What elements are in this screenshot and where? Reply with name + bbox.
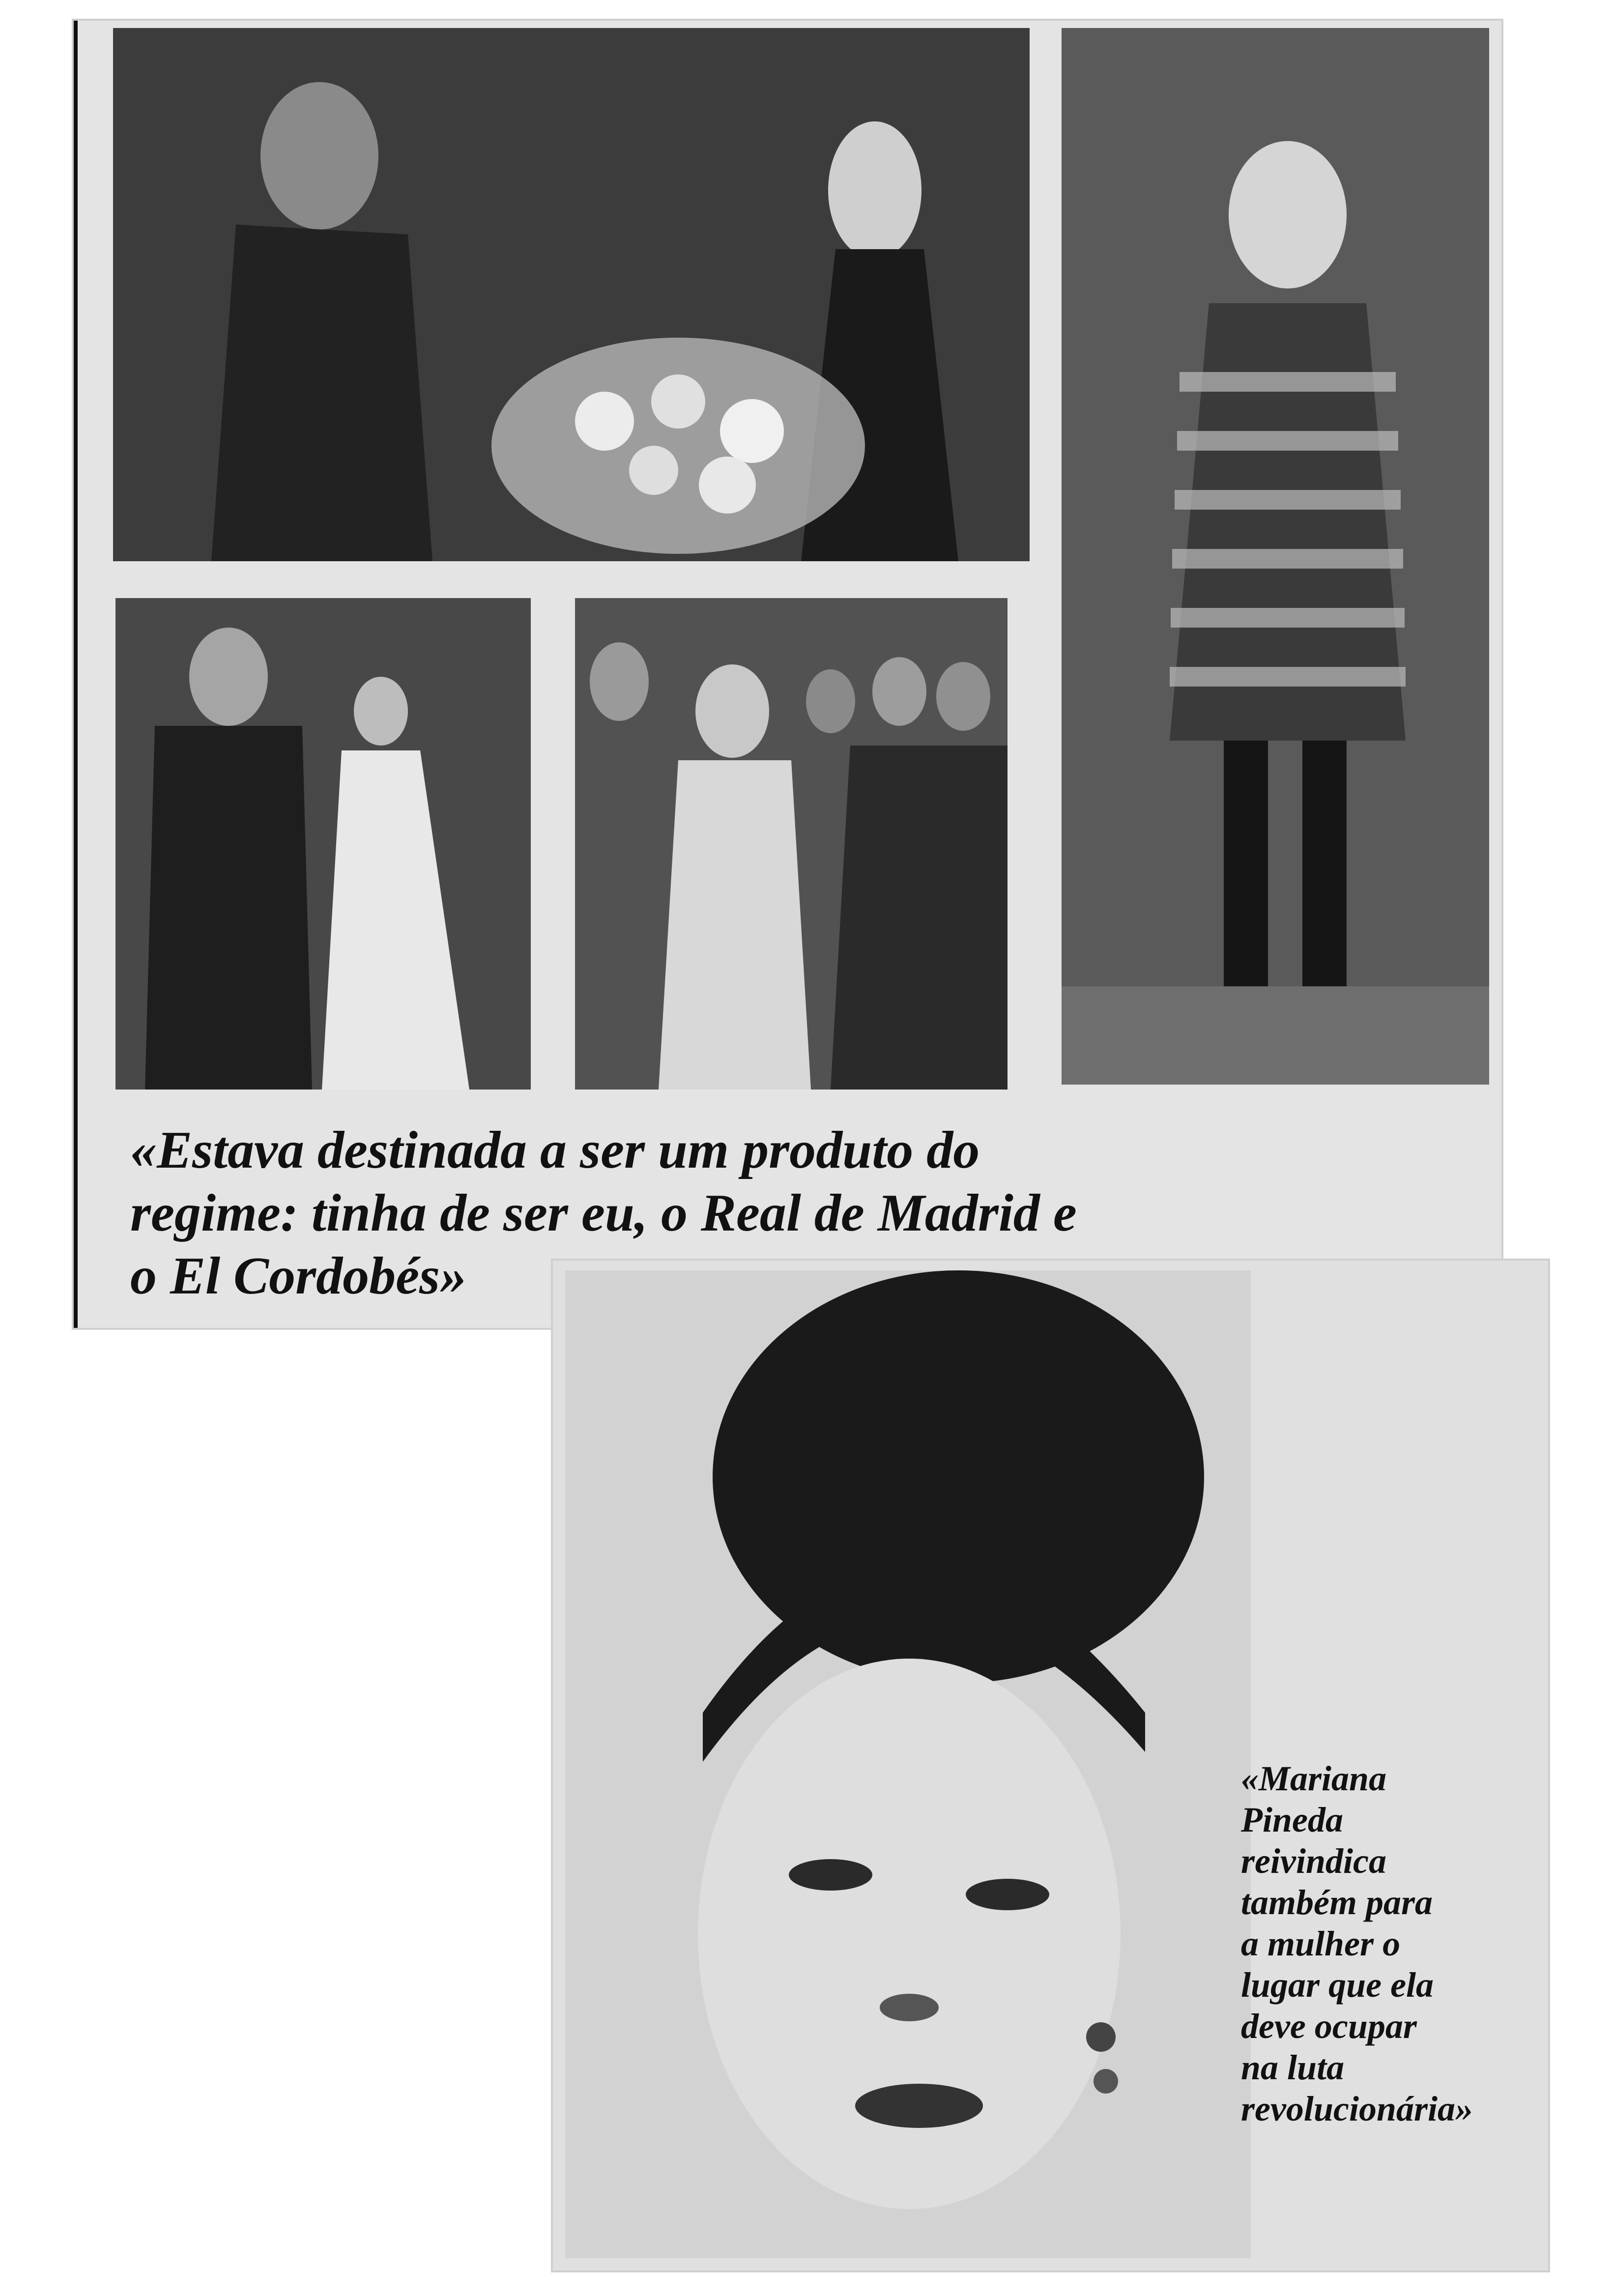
caption-top-line: regime: tinha de ser eu, o Real de Madrid e (130, 1184, 1077, 1242)
caption-top-line: «Estava destinada a ser um produto do (130, 1121, 980, 1179)
caption-top-line: o El Cordobés» (130, 1247, 467, 1305)
caption-bottom-line: também para (1241, 1883, 1433, 1922)
newspaper-clipping-bottom (553, 1261, 1548, 2270)
photo-portrait-woman-image (565, 1270, 1251, 2258)
caption-bottom-line: revolucionária» (1241, 2089, 1473, 2128)
clipping-left-edge (74, 21, 78, 1328)
pull-quote-caption-bottom (1241, 1758, 1541, 2129)
photo-woman-in-striped-dress-image (1062, 28, 1489, 1085)
photo-woman-in-striped-dress (1062, 28, 1489, 1085)
photo-man-and-girl (115, 598, 531, 1090)
photo-woman-with-flowers-image (113, 28, 1030, 561)
caption-bottom-line: Pineda (1241, 1800, 1343, 1839)
caption-bottom-line: a mulher o (1241, 1924, 1401, 1963)
photo-woman-among-crowd (575, 598, 1008, 1090)
photo-woman-among-crowd-image (575, 598, 1008, 1090)
caption-bottom-line: reivindica (1241, 1841, 1386, 1881)
photo-woman-with-flowers (113, 28, 1030, 561)
caption-bottom-line: lugar que ela (1241, 1965, 1434, 2005)
caption-bottom-line: «Mariana (1241, 1759, 1387, 1798)
newspaper-clipping-top (74, 21, 1501, 1328)
photo-portrait-woman (565, 1270, 1251, 2258)
caption-bottom-line: na luta (1241, 2048, 1345, 2087)
photo-man-and-girl-image (115, 598, 531, 1090)
caption-bottom-line: deve ocupar (1241, 2007, 1417, 2046)
